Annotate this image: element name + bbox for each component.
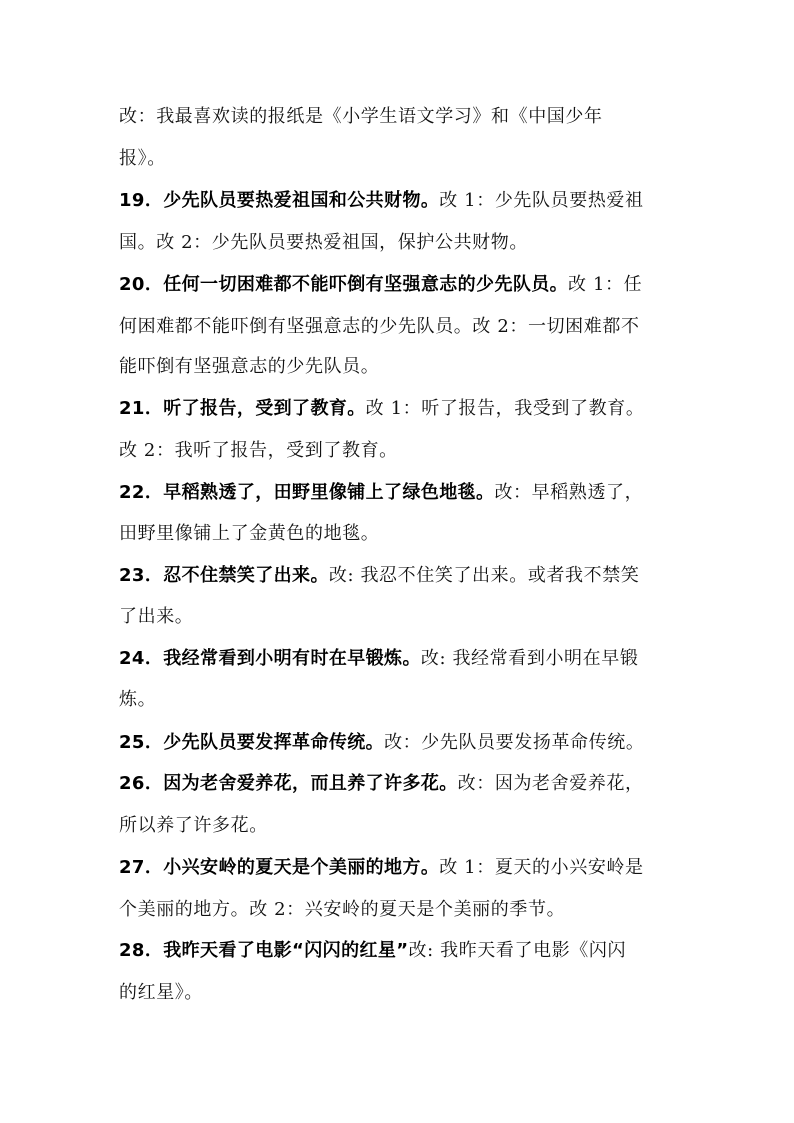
question-text: 27．小兴安岭的夏天是个美丽的地方。 [119,857,440,878]
question-text: 25．少先队员要发挥革命传统。 [119,732,385,753]
text-line [119,597,689,637]
answer-text: 改：少先队员要发扬革命传统。 [384,732,645,753]
answer-text: 炼。 [119,689,157,710]
text-line [119,389,689,429]
answer-text: 改: 我经常看到小明在早锻 [420,648,639,669]
question-text: 20．任何一切困难都不能吓倒有坚强意志的少先队员。 [119,274,569,295]
answer-text: 报》。 [119,148,166,169]
question-text: 19．少先队员要热爱祖国和公共财物。 [119,190,440,211]
text-line [119,890,689,930]
answer-text: 的红星》。 [119,982,203,1003]
answer-text: 改：因为老舍爱养花， [457,773,644,794]
answer-text: 改 1：任 [568,274,643,295]
question-text: 26．因为老舍爱养花，而且养了许多花。 [119,773,458,794]
text-line [119,973,689,1013]
text-line [119,723,689,763]
text-line [119,473,689,513]
text-line [119,931,689,971]
answer-text: 田野里像铺上了金黄色的地毯。 [119,523,380,544]
answer-text: 改 1：少先队员要热爱祖 [439,190,644,211]
answer-text: 个美丽的地方。改 2：兴安岭的夏天是个美丽的季节。 [119,899,566,920]
text-line [119,806,689,846]
answer-text: 了出来。 [119,606,194,627]
text-line [119,307,689,347]
text-line [119,347,689,387]
answer-text: 何困难都不能吓倒有坚强意志的少先队员。改 2：一切困难都不 [119,316,640,337]
answer-text: 改: 我昨天看了电影《闪闪 [408,940,627,961]
text-line [119,97,689,137]
question-text: 28．我昨天看了电影“闪闪的红星” [119,940,409,961]
question-text: 23．忍不住禁笑了出来。 [119,565,329,586]
text-line [119,680,689,720]
answer-text: 所以养了许多花。 [119,815,268,836]
answer-text: 改：早稻熟透了， [494,482,644,503]
text-line [119,139,689,179]
question-text: 22．早稻熟透了，田野里像铺上了绿色地毯。 [119,482,495,503]
answer-text: 改 2：我听了报告，受到了教育。 [119,440,398,461]
answer-text: 国。改 2：少先队员要热爱祖国，保护公共财物。 [119,232,528,253]
text-line [119,764,689,804]
text-line [119,223,689,263]
answer-text: 改 1：夏天的小兴安岭是 [439,857,644,878]
text-line [119,181,689,221]
question-text: 21．听了报告，受到了教育。 [119,398,366,419]
text-line [119,848,689,888]
text-line [119,431,689,471]
text-line [119,265,689,305]
answer-text: 能吓倒有坚强意志的少先队员。 [119,356,380,377]
answer-text: 改 1：听了报告，我受到了教育。 [365,398,645,419]
answer-text: 改：我最喜欢读的报纸是《小学生语文学习》和《中国少年 [119,106,603,127]
question-text: 24．我经常看到小明有时在早锻炼。 [119,648,421,669]
text-line [119,556,689,596]
answer-text: 改: 我忍不住笑了出来。或者我不禁笑 [328,565,640,586]
text-line [119,639,689,679]
text-line [119,514,689,554]
